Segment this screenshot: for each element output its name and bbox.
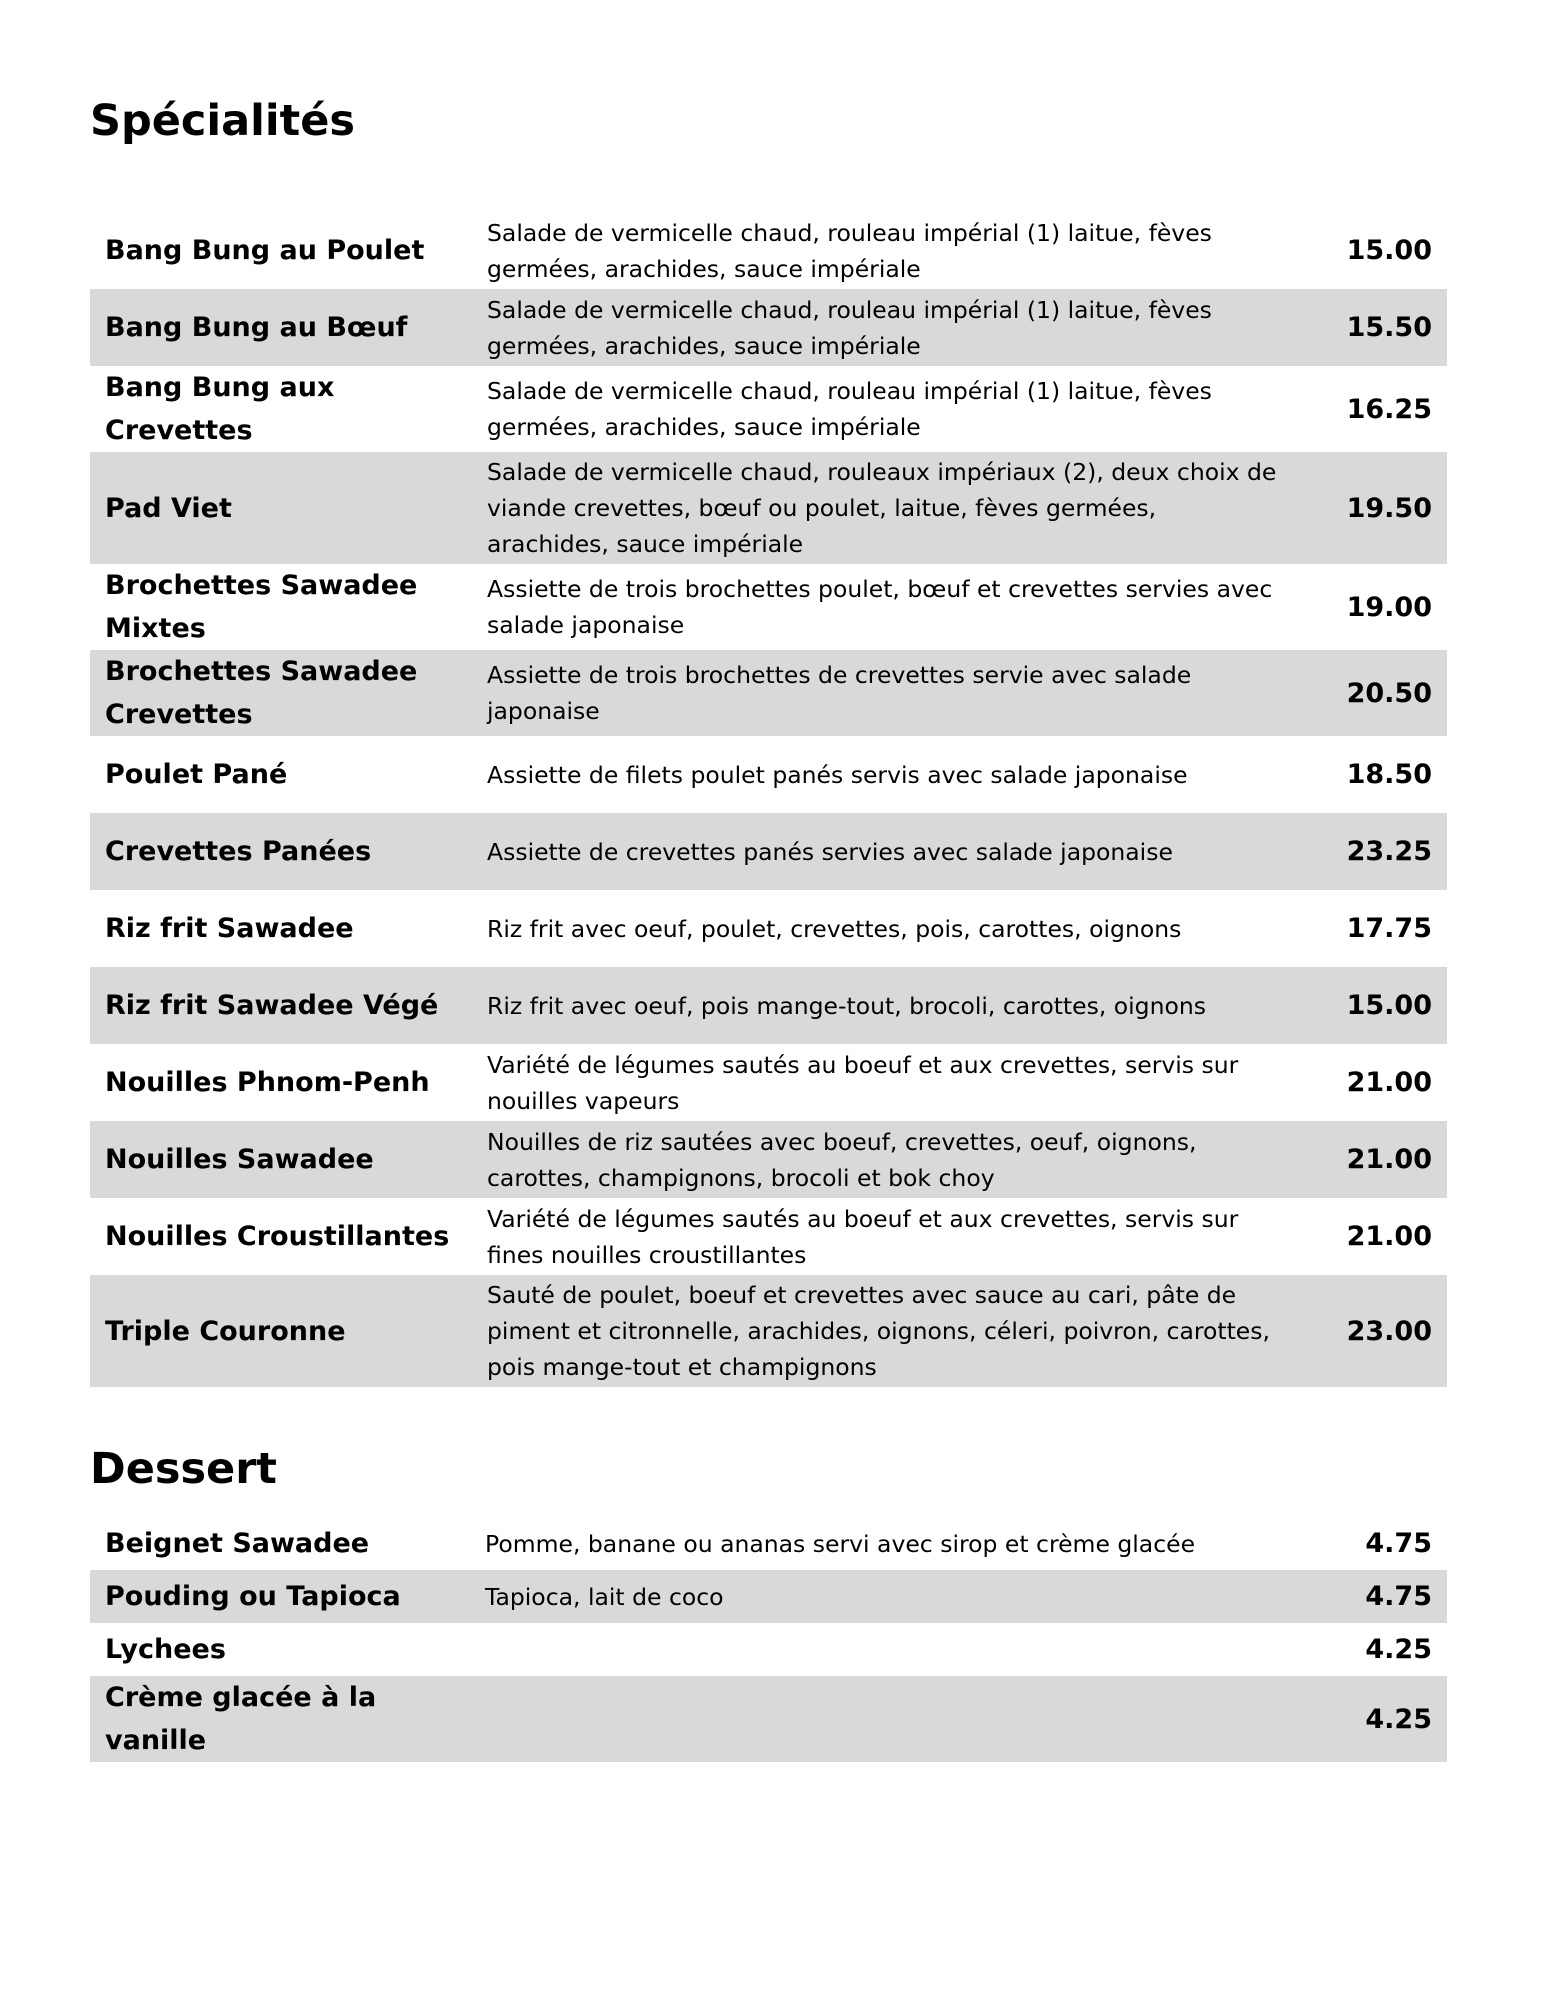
item-description: Assiette de trois brochettes poulet, bœuf et crevettes servies avec salade japonaise bbox=[487, 575, 1273, 639]
menu-row bbox=[90, 212, 1447, 289]
menu-row bbox=[90, 289, 1447, 366]
item-description: Salade de vermicelle chaud, rouleaux impériaux (2), deux choix de viande crevettes, bœuf ou poulet, laitue, fèves germées, arachides, sauce impériale bbox=[487, 452, 1292, 564]
item-description bbox=[485, 1623, 1292, 1676]
item-price: 17.75 bbox=[1346, 913, 1432, 944]
item-description: Tapioca, lait de coco bbox=[485, 1570, 1292, 1623]
item-name: Nouilles Phnom-Penh bbox=[105, 1067, 430, 1098]
section-title-dessert: Dessert bbox=[90, 1444, 277, 1494]
dessert-table bbox=[90, 1517, 1447, 1762]
item-price: 21.00 bbox=[1292, 1121, 1447, 1198]
item-description: Assiette de trois brochettes de crevettes servie avec salade japonaise bbox=[487, 650, 1292, 736]
item-price: 15.00 bbox=[1346, 235, 1432, 266]
item-name: Bang Bung aux Crevettes bbox=[105, 372, 335, 446]
item-name: Brochettes Sawadee Mixtes bbox=[105, 570, 418, 644]
item-description: Nouilles de riz sautées avec boeuf, crevettes, oeuf, oignons, carottes, champignons, brocoli et bok choy bbox=[487, 1121, 1292, 1198]
item-price: 4.75 bbox=[1292, 1570, 1447, 1623]
item-description: Salade de vermicelle chaud, rouleau impérial (1) laitue, fèves germées, arachides, sauce impériale bbox=[487, 218, 1212, 283]
item-description: Variété de légumes sautés au boeuf et aux crevettes, servis sur nouilles vapeurs bbox=[487, 1050, 1239, 1115]
item-name: Poulet Pané bbox=[105, 759, 288, 790]
menu-row bbox=[90, 967, 1447, 1044]
item-price: 15.00 bbox=[1292, 967, 1447, 1044]
item-description: Assiette de crevettes panés servies avec salade japonaise bbox=[487, 813, 1292, 890]
item-name: Riz frit Sawadee bbox=[105, 913, 354, 944]
item-price: 23.25 bbox=[1292, 813, 1447, 890]
item-name: Brochettes Sawadee Crevettes bbox=[90, 650, 487, 736]
menu-row bbox=[90, 650, 1447, 736]
item-description: Sauté de poulet, boeuf et crevettes avec sauce au cari, pâte de piment et citronnelle, arachides, oignons, céleri, poivron, carottes, pois mange-tout et champignons bbox=[487, 1275, 1292, 1387]
item-name: Pad Viet bbox=[90, 452, 487, 564]
item-description bbox=[485, 1676, 1292, 1762]
item-description: Riz frit avec oeuf, poulet, crevettes, pois, carottes, oignons bbox=[487, 914, 1182, 943]
menu-row bbox=[90, 1676, 1447, 1762]
item-name: Nouilles Sawadee bbox=[90, 1121, 487, 1198]
menu-row bbox=[90, 1044, 1447, 1121]
item-name: Beignet Sawadee bbox=[105, 1528, 370, 1559]
item-price: 15.50 bbox=[1292, 289, 1447, 366]
item-description: Assiette de filets poulet panés servis avec salade japonaise bbox=[487, 760, 1188, 789]
menu-row bbox=[90, 1623, 1447, 1676]
item-name: Bang Bung au Bœuf bbox=[90, 289, 487, 366]
item-name: Riz frit Sawadee Végé bbox=[90, 967, 487, 1044]
item-name: Triple Couronne bbox=[90, 1275, 487, 1387]
item-price: 19.00 bbox=[1346, 591, 1432, 623]
item-name: Bang Bung au Poulet bbox=[105, 235, 425, 266]
menu-row bbox=[90, 736, 1447, 813]
item-description: Salade de vermicelle chaud, rouleau impérial (1) laitue, fèves germées, arachides, sauce impériale bbox=[487, 289, 1292, 366]
item-description: Variété de légumes sautés au boeuf et aux crevettes, servis sur fines nouilles croustillantes bbox=[487, 1204, 1239, 1269]
item-description: Pomme, banane ou ananas servi avec sirop et crème glacée bbox=[485, 1529, 1196, 1558]
menu-row bbox=[90, 890, 1447, 967]
item-price: 4.75 bbox=[1365, 1528, 1432, 1559]
specialites-table bbox=[90, 212, 1447, 1387]
menu-row bbox=[90, 366, 1447, 452]
menu-row bbox=[90, 564, 1447, 650]
menu-row bbox=[90, 1570, 1447, 1623]
item-price: 21.00 bbox=[1346, 1067, 1432, 1098]
menu-row bbox=[90, 1517, 1447, 1570]
item-name: Lychees bbox=[105, 1634, 226, 1665]
menu-row bbox=[90, 1275, 1447, 1387]
menu-row bbox=[90, 1198, 1447, 1275]
item-price: 20.50 bbox=[1292, 650, 1447, 736]
section-title-specialites: Spécialités bbox=[90, 96, 355, 146]
item-price: 4.25 bbox=[1365, 1634, 1432, 1665]
menu-row bbox=[90, 1121, 1447, 1198]
item-description: Riz frit avec oeuf, pois mange-tout, brocoli, carottes, oignons bbox=[487, 967, 1292, 1044]
item-price: 19.50 bbox=[1292, 452, 1447, 564]
item-name: Pouding ou Tapioca bbox=[90, 1570, 485, 1623]
item-price: 16.25 bbox=[1346, 393, 1432, 425]
item-price: 23.00 bbox=[1292, 1275, 1447, 1387]
item-name: Crème glacée à la vanille bbox=[90, 1676, 485, 1762]
item-name: Nouilles Croustillantes bbox=[105, 1221, 450, 1252]
item-description: Salade de vermicelle chaud, rouleau impérial (1) laitue, fèves germées, arachides, sauce impériale bbox=[487, 377, 1212, 441]
menu-row bbox=[90, 452, 1447, 564]
item-price: 18.50 bbox=[1346, 759, 1432, 790]
menu-row bbox=[90, 813, 1447, 890]
item-name: Crevettes Panées bbox=[90, 813, 487, 890]
item-price: 4.25 bbox=[1292, 1676, 1447, 1762]
item-price: 21.00 bbox=[1346, 1221, 1432, 1252]
